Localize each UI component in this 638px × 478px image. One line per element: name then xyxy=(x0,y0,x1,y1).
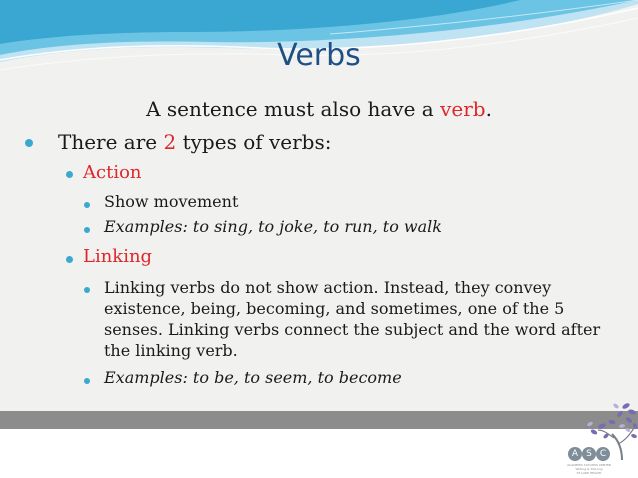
linking-description-line: existence, being, becoming, and sometimes, one of the 5 xyxy=(104,299,565,318)
logo-letter: S xyxy=(582,447,596,461)
intro-highlight: verb xyxy=(440,97,486,121)
logo-tagline: Writing & Tutoring xyxy=(575,467,603,471)
logo-tagline: ST LUKE HEALTH xyxy=(576,471,602,475)
asc-logo xyxy=(559,447,619,477)
bullet-icon xyxy=(84,287,90,293)
linking-example xyxy=(104,368,402,387)
main-bullet-highlight: 2 xyxy=(163,130,177,154)
intro-suffix: . xyxy=(485,97,492,121)
examples-label: Examples xyxy=(104,217,183,236)
linking-description xyxy=(104,277,600,361)
bullet-icon xyxy=(84,378,90,384)
intro-text: A sentence must also have a xyxy=(146,97,441,121)
bullet-icon xyxy=(66,256,73,263)
bullet-icon xyxy=(66,171,73,178)
footer-bar xyxy=(0,411,638,429)
main-bullet-text: There are xyxy=(58,130,164,154)
logo-letter: C xyxy=(596,447,610,461)
linking-heading: Linking xyxy=(83,246,153,267)
bullet-icon xyxy=(84,227,90,233)
logo-tagline: ACADEMIC SUCCESS CENTER xyxy=(567,463,611,467)
slide-title: Verbs xyxy=(277,38,361,73)
intro-sentence xyxy=(0,97,638,121)
examples-text: : to sing, to joke, to run, to walk xyxy=(182,217,442,236)
action-heading: Action xyxy=(83,162,142,183)
examples-label: Examples xyxy=(104,368,183,387)
main-bullet-suffix: types of verbs: xyxy=(176,130,332,154)
main-bullet xyxy=(58,130,332,154)
linking-description-line: Linking verbs do not show action. Instead, they convey xyxy=(104,278,552,297)
action-item-1: Show movement xyxy=(104,192,239,211)
footer-area xyxy=(0,429,638,478)
examples-text: : to be, to seem, to become xyxy=(182,368,402,387)
bullet-icon xyxy=(25,139,33,147)
linking-description-line: the linking verb. xyxy=(104,341,238,360)
bullet-icon xyxy=(84,202,90,208)
action-item-2 xyxy=(104,217,442,236)
logo-letter: A xyxy=(568,447,582,461)
linking-description-line: senses. Linking verbs connect the subject and the word after xyxy=(104,320,601,339)
